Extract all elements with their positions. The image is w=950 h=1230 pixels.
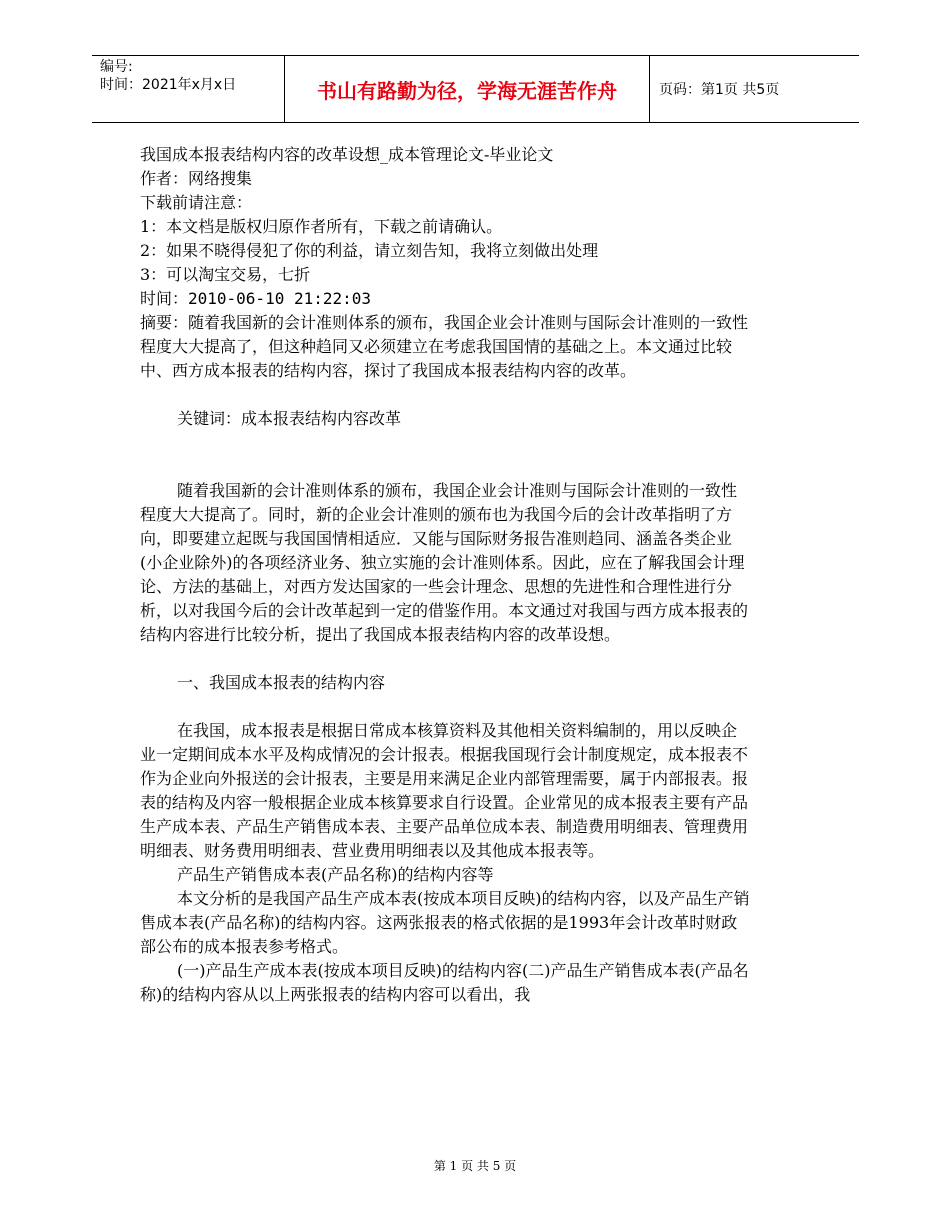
- article-body: [140, 143, 750, 1007]
- header-page-label: 页码：第1页 共5页: [659, 82, 780, 98]
- header-time-label: 时间：2021年x月x日: [100, 77, 237, 93]
- body-paragraph: 随着我国新的会计准则体系的颁布，我国企业会计准则与国际会计准则的一致性程度大大提高了。同时，新的企业会计准则的颁布也为我国今后的会计改革指明了方向，即要建立起既与我国国情相适应．又能与国际财务报告准则趋同、涵盖各类企业(小企业除外)的各项经济业务、独立实施的会计准则体系。因此，应在了解我国会计理论、方法的基础上，对西方发达国家的一些会计理念、思想的先进性和合理性进行分析，以对我国今后的会计改革起到一定的借鉴作用。本文通过对我国与西方成本报表的结构内容进行比较分析，提出了我国成本报表结构内容的改革设想。: [140, 481, 749, 644]
- document-header: [92, 55, 859, 123]
- header-meta: [100, 58, 286, 94]
- article-time: 时间：2010-06-10 21:22:03: [140, 289, 372, 308]
- header-motto: 书山有路勤为径，学海无涯苦作舟: [317, 78, 617, 103]
- notice-item: 1：本文档是版权归原作者所有，下载之前请确认。: [140, 217, 503, 236]
- header-divider: [649, 56, 650, 122]
- page-footer: 第 1 页 共 5 页: [433, 1159, 517, 1173]
- notice-title: 下载前请注意：: [140, 193, 253, 212]
- article-abstract: 摘要：随着我国新的会计准则体系的颁布，我国企业会计准则与国际会计准则的一致性程度大大提高了，但这种趋同又必须建立在考虑我国国情的基础之上。本文通过比较中、西方成本报表的结构内容，探讨了我国成本报表结构内容的改革。: [140, 313, 749, 380]
- header-number-label: 编号:: [100, 59, 133, 75]
- article-keywords: 关键词：成本报表结构内容改革: [177, 409, 402, 428]
- article-title: 我国成本报表结构内容的改革设想_成本管理论文-毕业论文: [140, 145, 554, 164]
- body-paragraph: 本文分析的是我国产品生产成本表(按成本项目反映)的结构内容，以及产品生产销售成本表(产品名称)的结构内容。这两张报表的格式依据的是1993年会计改革时财政部公布的成本报表参考格式。: [140, 889, 750, 956]
- body-paragraph: 产品生产销售成本表(产品名称)的结构内容等: [177, 865, 494, 884]
- section-heading: 一、我国成本报表的结构内容: [177, 673, 386, 692]
- notice-item: 3：可以淘宝交易，七折: [140, 265, 311, 284]
- body-paragraph: (一)产品生产成本表(按成本项目反映)的结构内容(二)产品生产销售成本表(产品名称)的结构内容从以上两张报表的结构内容可以看出，我: [140, 961, 749, 1004]
- article-author: 作者：网络搜集: [140, 169, 253, 188]
- notice-item: 2：如果不晓得侵犯了你的利益，请立刻告知，我将立刻做出处理: [140, 241, 599, 260]
- body-paragraph: 在我国，成本报表是根据日常成本核算资料及其他相关资料编制的，用以反映企业一定期间成本水平及构成情况的会计报表。根据我国现行会计制度规定，成本报表不作为企业向外报送的会计报表，主要是用来满足企业内部管理需要，属于内部报表。报表的结构及内容一般根据企业成本核算要求自行设置。企业常见的成本报表主要有产品生产成本表、产品生产销售成本表、主要产品单位成本表、制造费用明细表、管理费用明细表、财务费用明细表、营业费用明细表以及其他成本报表等。: [140, 721, 749, 860]
